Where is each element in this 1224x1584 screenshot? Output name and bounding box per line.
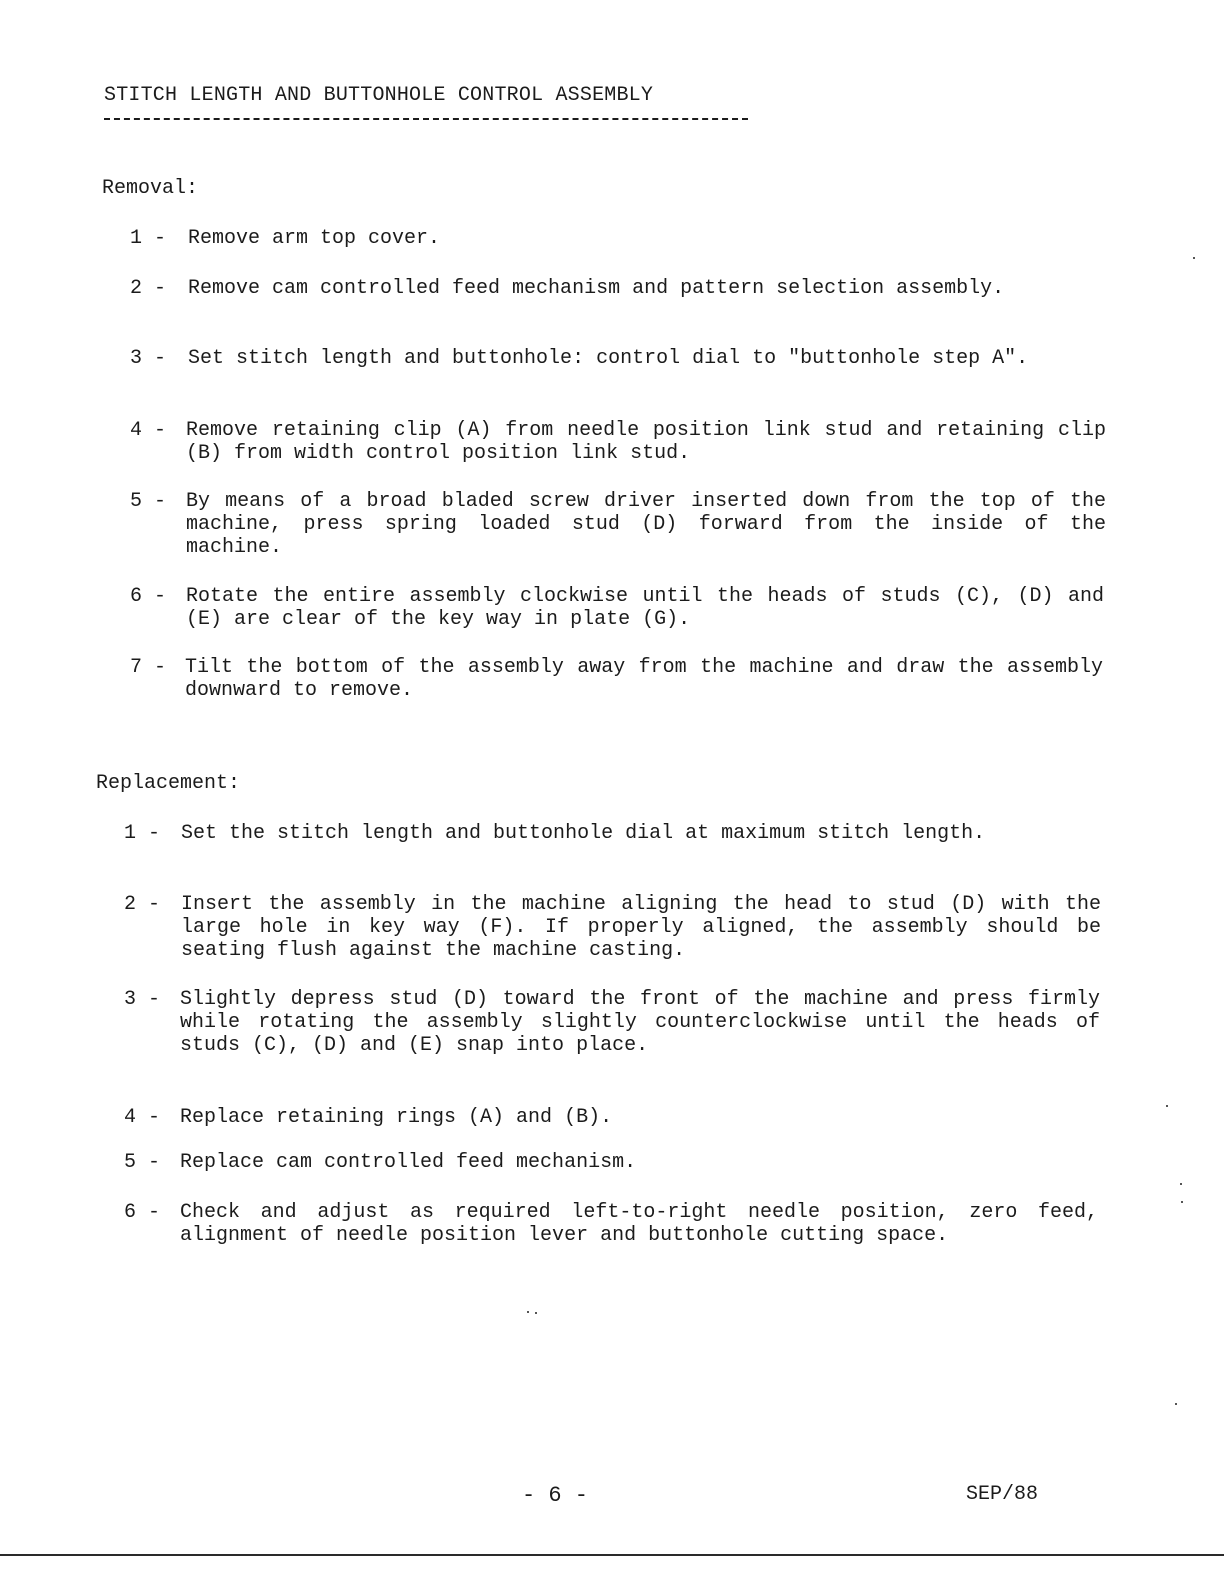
step-number: 4 - — [130, 419, 167, 442]
scan-speck — [527, 1311, 529, 1313]
title-underline — [104, 118, 748, 120]
step-text: Set the stitch length and buttonhole dial at maximum stitch length. — [181, 822, 986, 845]
step-text: Tilt the bottom of the assembly away from the machine and draw the assembly downward to remove. — [185, 656, 1103, 702]
step-number: 3 - — [124, 988, 161, 1011]
step-text: By means of a broad bladed screw driver inserted down from the top of the machine, press spring loaded stud (D) forward from the inside of the machine. — [186, 490, 1106, 559]
step-number: 4 - — [124, 1106, 161, 1129]
step-number: 1 - — [124, 822, 161, 845]
step-text: Check and adjust as required left-to-right needle position, zero feed, alignment of needle position lever and buttonhole cutting space. — [180, 1201, 1098, 1247]
step-text: Rotate the entire assembly clockwise until the heads of studs (C), (D) and (E) are clear of the key way in plate (G). — [186, 585, 1104, 631]
step-number: 7 - — [130, 656, 167, 679]
step-text: Replace cam controlled feed mechanism. — [180, 1151, 637, 1174]
step-number: 6 - — [130, 585, 167, 608]
bottom-rule — [0, 1554, 1224, 1556]
step-text: Slightly depress stud (D) toward the front of the machine and press firmly while rotating the assembly slightly counterclockwise until the heads of studs (C), (D) and (E) snap into place. — [180, 988, 1100, 1057]
scan-speck — [1166, 1105, 1168, 1107]
step-number: 1 - — [130, 227, 167, 250]
step-text: Remove cam controlled feed mechanism and pattern selection assembly. — [188, 277, 1005, 300]
page-title: STITCH LENGTH AND BUTTONHOLE CONTROL ASSEMBLY — [104, 84, 654, 107]
page-number: - 6 - — [522, 1483, 589, 1508]
revision-date: SEP/88 — [966, 1483, 1039, 1506]
removal-heading: Removal: — [102, 177, 199, 200]
step-number: 6 - — [124, 1201, 161, 1224]
scan-speck — [1180, 1183, 1182, 1185]
step-number: 5 - — [130, 490, 167, 513]
step-number: 3 - — [130, 347, 167, 370]
step-text: Remove retaining clip (A) from needle position link stud and retaining clip (B) from width control position link stud. — [186, 419, 1106, 465]
step-number: 2 - — [130, 277, 167, 300]
step-text: Insert the assembly in the machine aligning the head to stud (D) with the large hole in key way (F). If properly aligned, the assembly should be seating flush against the machine casting. — [181, 893, 1101, 962]
scan-speck — [1193, 257, 1195, 259]
step-number: 2 - — [124, 893, 161, 916]
replacement-heading: Replacement: — [96, 772, 241, 795]
step-text: Remove arm top cover. — [188, 227, 441, 250]
step-number: 5 - — [124, 1151, 161, 1174]
scan-speck — [535, 1312, 537, 1314]
step-text: Replace retaining rings (A) and (B). — [180, 1106, 613, 1129]
scan-speck — [1175, 1403, 1177, 1405]
step-text: Set stitch length and buttonhole: control dial to "buttonhole step A". — [188, 347, 1029, 370]
scan-speck — [1181, 1201, 1183, 1203]
